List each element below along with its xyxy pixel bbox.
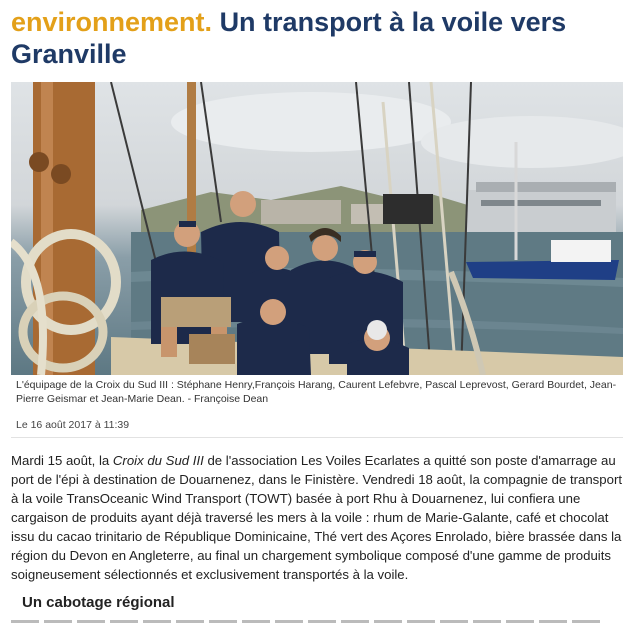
article-photo[interactable] [11, 82, 623, 375]
publish-date: Le 16 août 2017 à 11:39 [16, 419, 130, 431]
section-subheading: Un cabotage régional [22, 594, 175, 611]
paragraph-text-rest: de l'association Les Voiles Ecarlates a quitté son poste d'amarrage au port de l'épi à destination de Douarnenez, dans le Finistère. Vendredi 18 août, la compagnie de transport à la voile TransOceanic Wind Transport (TOWT) basée à port Rhu à Douarnenez, lui confiera une cargaison de produits ayant déjà traversé les mers à la voile : rhum de Marie-Galante, café et chocolat issu du cacao trinitario de République Dominicaine, Thé vert des Açores Enrolado, bière brassée dans la région du Devon en Angleterre, au final un chargement symbolique composé d'une gamme de produits soigneusement sélectionnés et exclusivement transportés à la voile. [11, 453, 623, 582]
divider [11, 437, 623, 438]
article-title: Un transport à la voile vers Granville [11, 7, 567, 69]
article-paragraph [11, 451, 625, 584]
photo-caption: L'équipage de la Croix du Sud III : Stéphane Henry,François Harang, Caurent Lefebvre, Pascal Leprevost, Gerard Bourdet, Jean-Pierre Geismar et Jean-Marie Dean. - Françoise Dean [16, 379, 617, 405]
article-headline [11, 6, 631, 70]
crew-photo-illustration [11, 82, 623, 375]
ship-name: Croix du Sud III [112, 453, 204, 468]
next-paragraph-cutoff [11, 617, 631, 624]
section-kicker[interactable]: environnement. [11, 7, 213, 37]
paragraph-text-start: Mardi 15 août, la [11, 453, 113, 468]
